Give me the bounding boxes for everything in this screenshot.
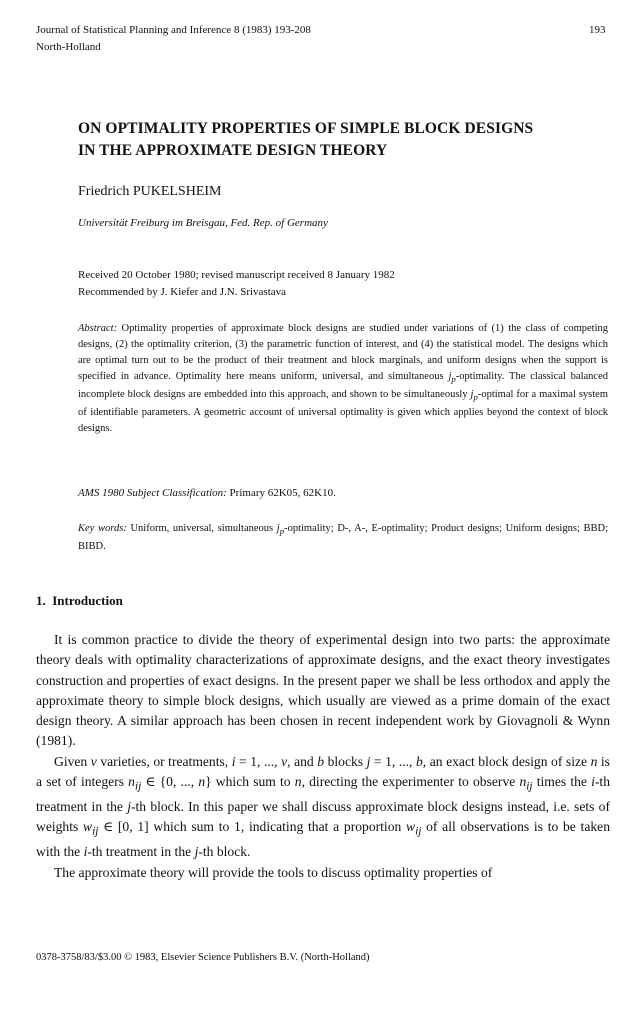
math-var: j	[127, 799, 131, 815]
text-run: , directing the experimenter to observe	[301, 774, 520, 790]
ams-classification	[78, 487, 336, 499]
paper-title	[78, 118, 618, 162]
recommended-by: Recommended by J. Kiefer and J.N. Srivastava	[78, 286, 287, 298]
paragraph-2	[36, 752, 610, 863]
text-run: of all observations is to be taken with the	[36, 819, 610, 860]
math-var: w	[83, 819, 93, 835]
section-title: Introduction	[52, 593, 123, 608]
page-number: 193	[589, 24, 606, 36]
text-run: = 1, ...,	[370, 753, 416, 769]
math-subscript: ij	[92, 826, 99, 839]
math-var: n	[590, 753, 598, 769]
abstract-text-a: Optimality properties of approximate block designs are studied under variations of (1) the class of competing designs, (2) the optimality criterion, (3) the parametric function of interest, and (4) the statistical model. The designs which are optimal turn out to be the product of their treatment and block marginals, and uniform designs when the support is specified in advance. Optimality here means uniform, universal, and simultaneous	[78, 323, 608, 382]
math-var: b	[415, 753, 423, 769]
jp-symbol: j	[276, 523, 280, 534]
math-subscript: ij	[134, 780, 142, 793]
jp-subscript: p	[279, 526, 285, 537]
text-run: ∈ {0, ...,	[141, 774, 199, 790]
ams-label: AMS 1980 Subject Classification:	[78, 487, 227, 499]
math-subscript: ij	[415, 826, 422, 839]
keywords-text-a: Uniform, universal, simultaneous	[126, 523, 277, 534]
math-var: w	[406, 819, 416, 835]
submission-history	[78, 267, 395, 301]
abstract-label: Abstract:	[78, 323, 118, 334]
author-name: Friedrich PUKELSHEIM	[78, 184, 222, 199]
journal-citation: Journal of Statistical Planning and Inference 8 (1983) 193-208	[36, 24, 311, 36]
text-run: -th block. In this paper we shall discuss approximate block designs instead, i.e. sets of weights	[36, 799, 610, 835]
abstract-text-c: -optimal for a maximal system of identifiable parameters. A geometric account of universal optimality is given which applies beyond the context of block designs.	[78, 389, 608, 435]
math-var: i	[591, 774, 595, 790]
math-var: j	[366, 753, 371, 769]
title-line-1: ON OPTIMALITY PROPERTIES OF SIMPLE BLOCK DESIGNS	[78, 120, 534, 137]
text-run: , and	[287, 753, 318, 769]
paragraph-3: The approximate theory will provide the tools to discuss optimality properties of	[54, 864, 493, 880]
jp-symbol: j	[470, 389, 474, 401]
keywords-text-b: -optimality; D-, A-, E-optimality; Product designs; Uniform designs; BBD; BIBD.	[78, 523, 608, 553]
math-var: n	[128, 774, 135, 790]
jp-subscript: p	[451, 374, 456, 385]
math-var: i	[83, 844, 88, 860]
text-run: varieties, or treatments,	[96, 753, 232, 769]
math-var: b	[317, 753, 325, 769]
publisher-line: North-Holland	[36, 41, 101, 53]
paragraph-1: It is common practice to divide the theory of experimental design into two parts: the approximate theory deals with optimality characterizations of approximate designs, and the exact theory investigates construction and properties of exact designs. In the present paper we shall be less orthodox and apply the approximate theory to simple block designs, which usually are viewed as a prime domain of the exact design theory. A similar approach has been chosen in recent independent work by Giovagnoli & Wynn (1981).	[36, 632, 610, 749]
math-var: n	[198, 774, 206, 790]
jp-symbol: j	[448, 371, 452, 382]
copyright-footer: 0378-3758/83/$3.00 © 1983, Elsevier Science Publishers B.V. (North-Holland)	[36, 952, 370, 963]
author-affiliation: Universität Freiburg im Breisgau, Fed. Rep. of Germany	[78, 217, 328, 229]
text-run: blocks	[324, 753, 367, 769]
text-run: times the	[532, 774, 592, 790]
text-run: ∈ [0, 1] which sum to 1, indicating that a proportion	[98, 819, 407, 835]
math-var: n	[519, 774, 527, 790]
introduction-body	[36, 630, 610, 883]
math-var: v	[281, 753, 288, 769]
title-line-2: IN THE APPROXIMATE DESIGN THEORY	[78, 142, 388, 159]
math-var: j	[194, 844, 199, 860]
math-var: v	[90, 753, 97, 769]
math-subscript: ij	[526, 780, 533, 793]
keywords	[78, 521, 608, 555]
text-run: -th treatment in the	[87, 844, 195, 860]
text-run: , an exact block design of size	[422, 753, 591, 769]
math-var: i	[231, 753, 236, 769]
text-run: } which sum to	[205, 774, 295, 790]
received-date: Received 20 October 1980; revised manuscript received 8 January 1982	[78, 269, 395, 281]
abstract-text-b: -optimality. The classical balanced incomplete block designs are embedded into this approach, and shown to be simultaneously	[78, 371, 608, 401]
text-run: Given	[54, 753, 91, 769]
ams-value: Primary 62K05, 62K10.	[226, 487, 336, 499]
keywords-label: Key words:	[78, 523, 127, 534]
abstract	[78, 321, 608, 437]
section-number: 1.	[36, 593, 46, 608]
jp-subscript: p	[473, 392, 478, 403]
section-heading	[36, 593, 123, 609]
math-var: n	[294, 774, 302, 790]
text-run: -th treatment in the	[36, 774, 610, 815]
text-run: is a set of integers	[36, 753, 610, 790]
text-run: -th block.	[198, 844, 251, 860]
text-run: = 1, ...,	[235, 753, 282, 769]
